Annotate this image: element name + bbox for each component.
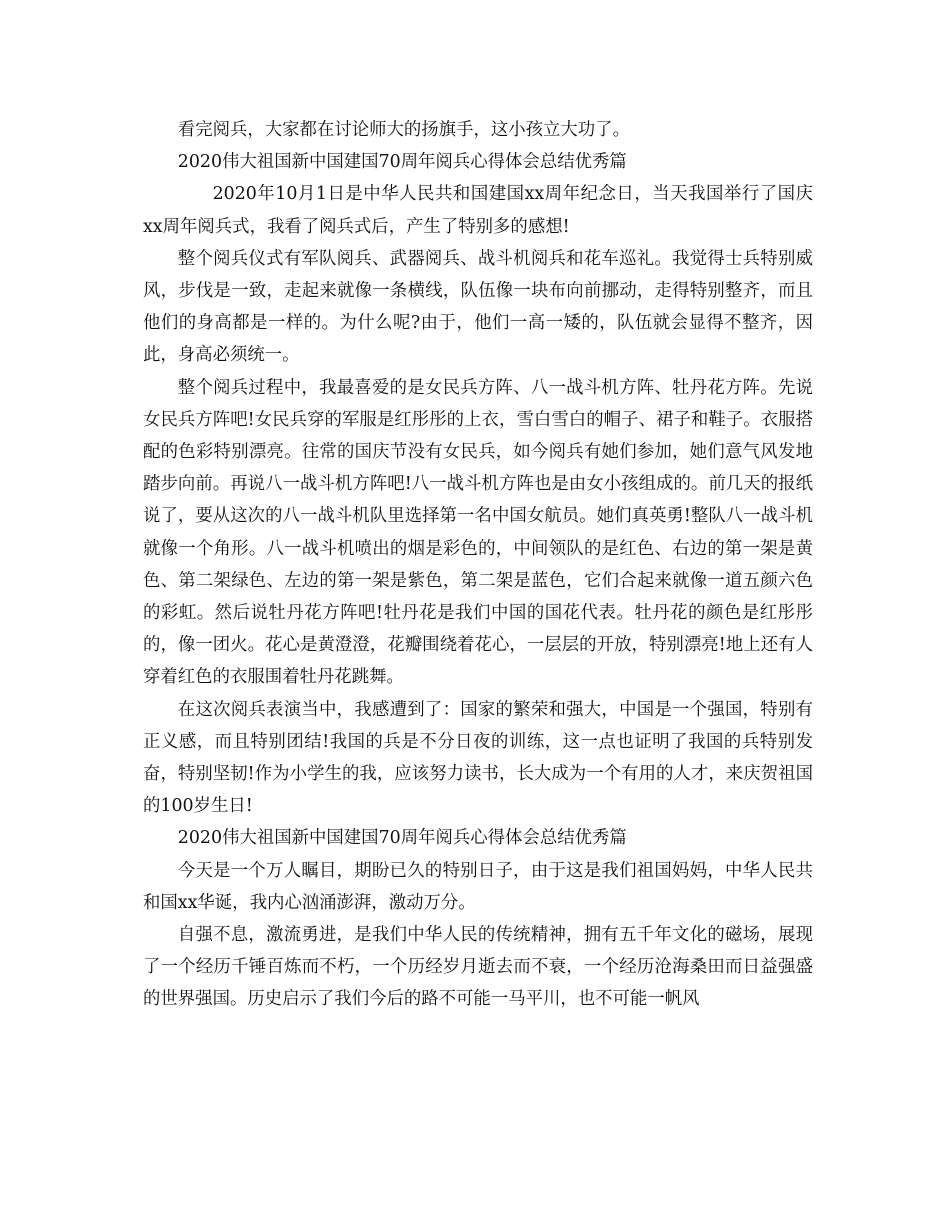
section-heading-2: 2020伟大祖国新中国建国70周年阅兵心得体会总结优秀篇 <box>177 828 627 849</box>
document-body <box>143 114 813 1016</box>
paragraph-intro: 看完阅兵，大家都在讨论师大的扬旗手，这小孩立大功了。 <box>177 120 630 140</box>
section-heading-1: 2020伟大祖国新中国建国70周年阅兵心得体会总结优秀篇 <box>177 152 627 173</box>
paragraph: 在这次阅兵表演当中，我感遭到了：国家的繁荣和强大，中国是一个强国，特别有正义感，而且特别团结!我国的兵是不分日夜的训练，这一点也证明了我国的兵特别发奋，特别坚韧!作为小学生的我，应该努力读书，长大成为一个有用的人才，来庆贺祖国的100岁生日! <box>143 699 813 817</box>
paragraph: 自强不息，激流勇进，是我们中华人民的传统精神，拥有五千年文化的磁场，展现了一个经历千锤百炼而不朽，一个历经岁月逝去而不衰，一个经历沧海桑田而日益强盛的世界强国。历史启示了我们今后的路不可能一马平川，也不可能一帆风 <box>143 925 813 1010</box>
paragraph: 今天是一个万人瞩目，期盼已久的特别日子，由于这是我们祖国妈妈，中华人民共和国xx华诞，我内心汹涌澎湃，激动万分。 <box>143 860 813 913</box>
paragraph: 整个阅兵过程中，我最喜爱的是女民兵方阵、八一战斗机方阵、牡丹花方阵。先说女民兵方阵吧!女民兵穿的军服是红彤彤的上衣，雪白雪白的帽子、裙子和鞋子。衣服搭配的色彩特别漂亮。往常的国庆节没有女民兵，如今阅兵有她们参加，她们意气风发地踏步向前。再说八一战斗机方阵吧!八一战斗机方阵也是由女小孩组成的。前几天的报纸说了，要从这次的八一战斗机队里选择第一名中国女航员。她们真英勇!整队八一战斗机就像一个角形。八一战斗机喷出的烟是彩色的，中间领队的是红色、右边的第一架是黄色、第二架绿色、左边的第一架是紫色，第二架是蓝色，它们合起来就像一道五颜六色的彩虹。然后说牡丹花方阵吧!牡丹花是我们中国的国花代表。牡丹花的颜色是红彤彤的，像一团火。花心是黄澄澄，花瓣围绕着花心，一层层的开放，特别漂亮!地上还有人穿着红色的衣服围着牡丹花跳舞。 <box>143 377 813 688</box>
paragraph: 2020年10月1日是中华人民共和国建国xx周年纪念日，当天我国举行了国庆xx周年阅兵式，我看了阅兵式后，产生了特别多的感想! <box>143 184 813 237</box>
paragraph: 整个阅兵仪式有军队阅兵、武器阅兵、战斗机阅兵和花车巡礼。我觉得士兵特别威风，步伐是一致，走起来就像一条横线，队伍像一块布向前挪动，走得特别整齐，而且他们的身高都是一样的。为什么呢?由于，他们一高一矮的，队伍就会显得不整齐，因此，身高必须统一。 <box>143 248 813 366</box>
